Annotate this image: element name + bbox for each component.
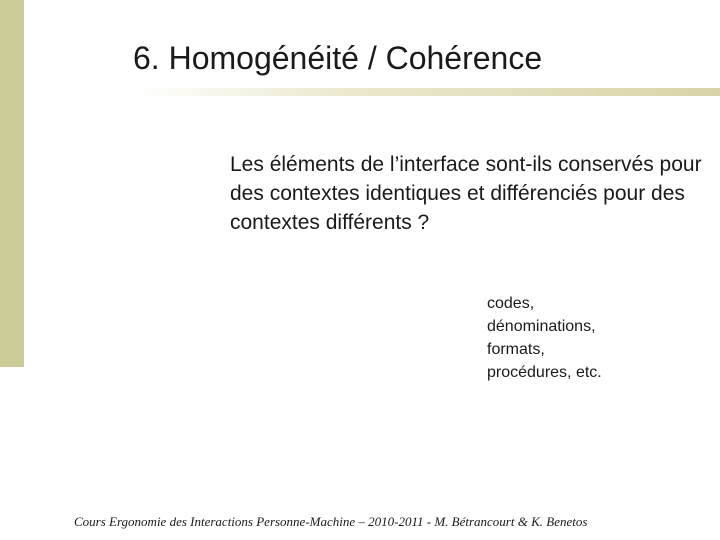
slide-title: 6. Homogénéité / Cohérence: [133, 40, 543, 76]
list-item: procédures, etc.: [487, 364, 602, 381]
slide-footer: Cours Ergonomie des Interactions Personne-Machine – 2010-2011 - M. Bétrancourt & K. Benetos: [74, 514, 588, 529]
examples-list: [487, 292, 602, 384]
list-item: dénominations,: [487, 318, 596, 335]
question-text: Les éléments de l’interface sont-ils conservés pour des contextes identiques et différenciés pour des contextes différents ?: [230, 153, 702, 234]
list-item: formats,: [487, 341, 545, 358]
list-item: codes,: [487, 295, 535, 312]
left-accent-bar: [0, 0, 24, 367]
title-underline-rule: [133, 88, 720, 96]
